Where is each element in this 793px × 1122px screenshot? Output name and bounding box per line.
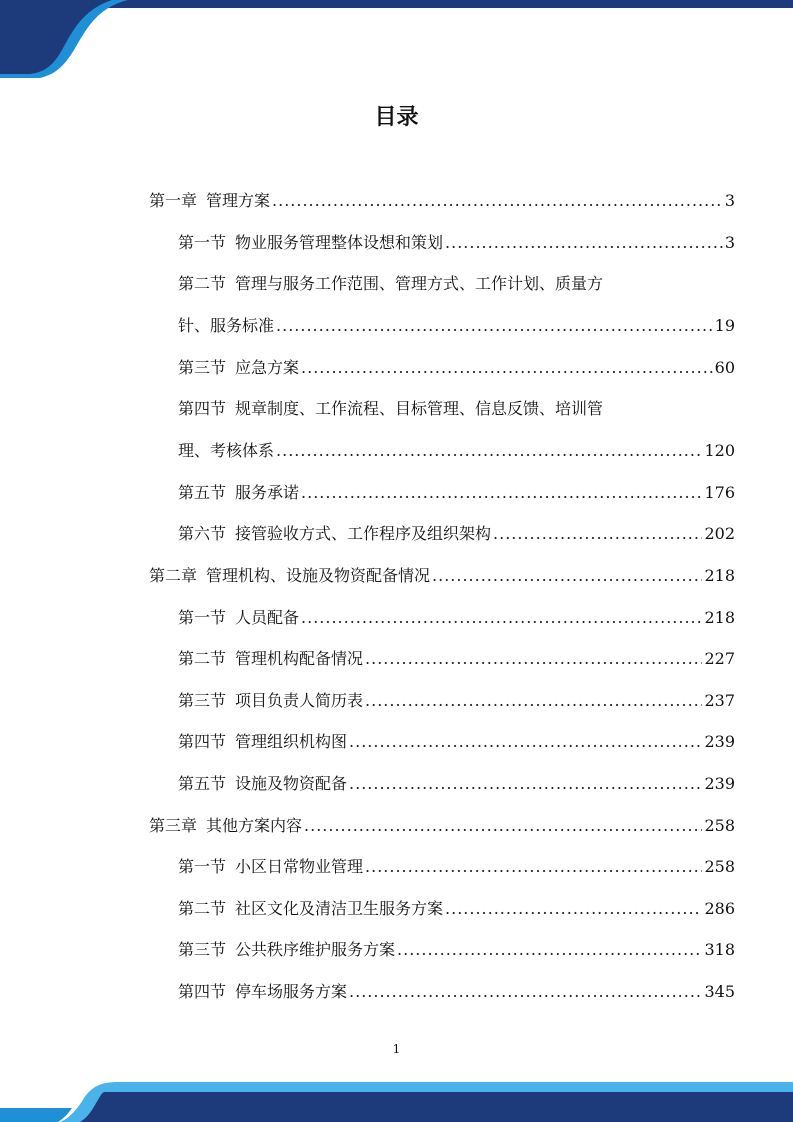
section-number: 第五节 xyxy=(178,774,227,793)
leader-dots xyxy=(276,315,713,337)
toc-section-3-3[interactable] xyxy=(178,939,735,961)
section-number: 第二节 xyxy=(178,649,227,668)
toc-section-1-2-line1[interactable] xyxy=(178,273,603,295)
page-ref: 120 xyxy=(704,441,735,460)
leader-dots xyxy=(493,523,702,545)
leader-dots xyxy=(365,856,702,878)
section-number: 第三节 xyxy=(178,358,227,377)
section-title: 公共秩序维护服务方案 xyxy=(235,940,396,959)
section-title: 管理机构配备情况 xyxy=(235,649,364,668)
page-ref: 239 xyxy=(704,732,735,751)
chapter-title: 管理机构、设施及物资配备情况 xyxy=(206,566,431,585)
section-number: 第四节 xyxy=(178,399,227,418)
toc-section-2-4[interactable] xyxy=(178,731,735,753)
page-ref: 19 xyxy=(714,316,735,335)
section-title: 规章制度、工作流程、目标管理、信息反馈、培训管 xyxy=(235,399,604,418)
page-ref: 227 xyxy=(704,649,735,668)
page-ref: 286 xyxy=(704,899,735,918)
page-ref: 60 xyxy=(714,358,735,377)
toc-section-2-5[interactable] xyxy=(178,773,735,795)
toc-title: 目录 xyxy=(374,105,419,130)
section-title: 停车场服务方案 xyxy=(235,982,348,1001)
section-number: 第一节 xyxy=(178,608,227,627)
chapter-title: 管理方案 xyxy=(206,191,271,210)
chapter-number: 第三章 xyxy=(149,816,198,835)
page-ref: 218 xyxy=(704,566,735,585)
toc-section-1-2-line2[interactable] xyxy=(178,315,735,337)
page-ref: 202 xyxy=(704,524,735,543)
leader-dots xyxy=(445,232,723,254)
section-title: 小区日常物业管理 xyxy=(235,857,364,876)
section-title: 社区文化及清洁卫生服务方案 xyxy=(235,899,444,918)
page-ref: 345 xyxy=(704,982,735,1001)
leader-dots xyxy=(365,648,702,670)
section-number: 第六节 xyxy=(178,524,227,543)
page-ref: 258 xyxy=(704,816,735,835)
toc-section-1-3[interactable] xyxy=(178,357,735,379)
section-number: 第一节 xyxy=(178,857,227,876)
page-ref: 318 xyxy=(704,940,735,959)
page-ref: 176 xyxy=(704,483,735,502)
leader-dots xyxy=(276,440,702,462)
toc-section-3-4[interactable] xyxy=(178,981,735,1003)
toc-section-2-3[interactable] xyxy=(178,690,735,712)
section-number: 第四节 xyxy=(178,982,227,1001)
leader-dots xyxy=(301,357,713,379)
section-title: 人员配备 xyxy=(235,608,300,627)
leader-dots xyxy=(304,815,702,837)
leader-dots xyxy=(272,190,723,212)
toc-chapter-1[interactable] xyxy=(149,190,735,212)
leader-dots xyxy=(432,565,702,587)
leader-dots xyxy=(365,690,702,712)
page-ref: 258 xyxy=(704,857,735,876)
toc-section-1-1[interactable] xyxy=(178,232,735,254)
page-ref: 237 xyxy=(704,691,735,710)
section-title-continued: 理、考核体系 xyxy=(178,441,275,460)
section-title-continued: 针、服务标准 xyxy=(178,316,275,335)
section-title: 应急方案 xyxy=(235,358,300,377)
leader-dots xyxy=(349,731,702,753)
section-title: 管理组织机构图 xyxy=(235,732,348,751)
section-number: 第一节 xyxy=(178,233,227,252)
chapter-title: 其他方案内容 xyxy=(206,816,303,835)
leader-dots xyxy=(349,773,702,795)
leader-dots xyxy=(445,898,702,920)
header-decoration xyxy=(0,0,793,80)
leader-dots xyxy=(397,939,702,961)
page-ref: 3 xyxy=(724,233,735,252)
page-number: 1 xyxy=(392,1042,401,1056)
toc-section-1-4-line1[interactable] xyxy=(178,398,603,420)
toc-section-3-1[interactable] xyxy=(178,856,735,878)
section-title: 物业服务管理整体设想和策划 xyxy=(235,233,444,252)
toc-chapter-2[interactable] xyxy=(149,565,735,587)
toc-chapter-3[interactable] xyxy=(149,815,735,837)
toc-section-1-4-line2[interactable] xyxy=(178,440,735,462)
section-title: 接管验收方式、工作程序及组织架构 xyxy=(235,524,492,543)
footer-decoration xyxy=(0,1078,793,1122)
section-number: 第五节 xyxy=(178,483,227,502)
toc-section-1-6[interactable] xyxy=(178,523,735,545)
chapter-number: 第一章 xyxy=(149,191,198,210)
toc-section-2-2[interactable] xyxy=(178,648,735,670)
page-ref: 218 xyxy=(704,608,735,627)
section-title: 项目负责人简历表 xyxy=(235,691,364,710)
chapter-number: 第二章 xyxy=(149,566,198,585)
section-title: 服务承诺 xyxy=(235,483,300,502)
leader-dots xyxy=(349,981,702,1003)
leader-dots xyxy=(301,482,702,504)
toc-section-2-1[interactable] xyxy=(178,607,735,629)
page-ref: 239 xyxy=(704,774,735,793)
section-title: 设施及物资配备 xyxy=(235,774,348,793)
section-number: 第三节 xyxy=(178,691,227,710)
page-ref: 3 xyxy=(724,191,735,210)
section-title: 管理与服务工作范围、管理方式、工作计划、质量方 xyxy=(235,274,604,293)
section-number: 第四节 xyxy=(178,732,227,751)
toc-section-1-5[interactable] xyxy=(178,482,735,504)
leader-dots xyxy=(301,607,702,629)
section-number: 第三节 xyxy=(178,940,227,959)
toc-section-3-2[interactable] xyxy=(178,898,735,920)
section-number: 第二节 xyxy=(178,274,227,293)
section-number: 第二节 xyxy=(178,899,227,918)
